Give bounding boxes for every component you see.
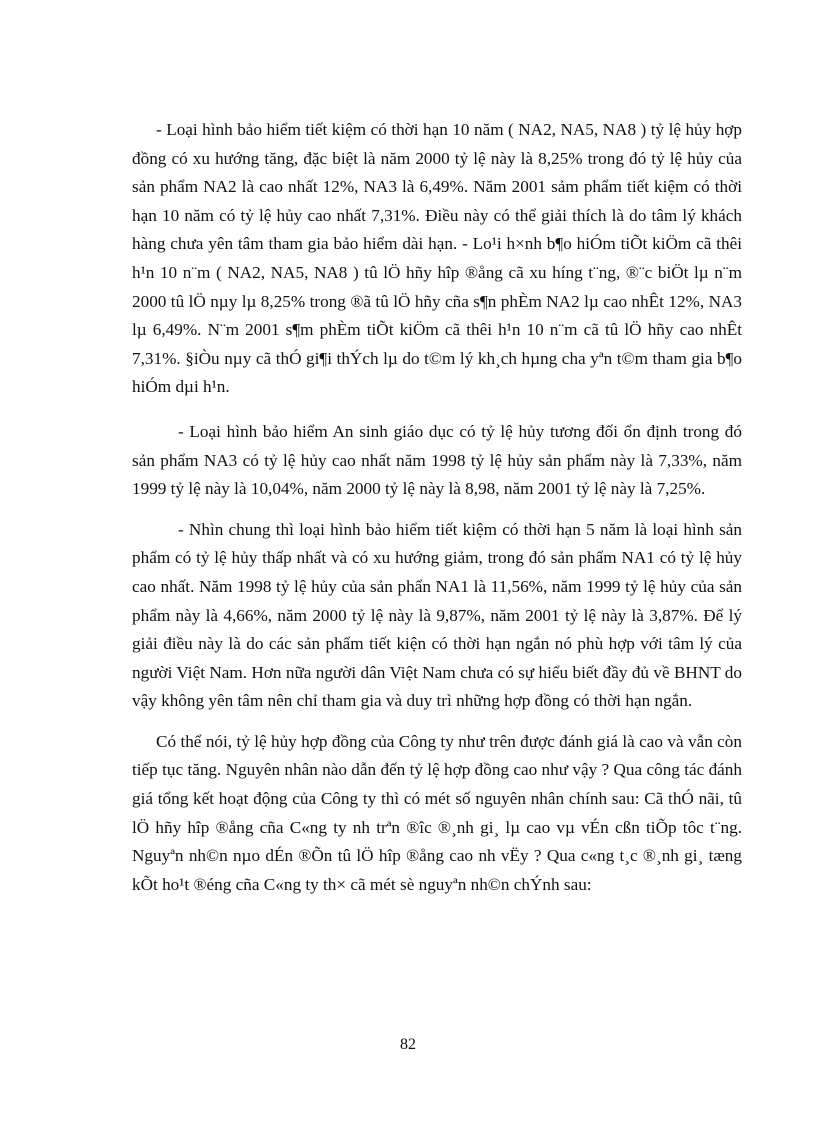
page-number: 82 bbox=[400, 1036, 416, 1053]
paragraph-savings-5-year: - Nhìn chung thì loại hình bảo hiểm tiết kiệm có thời hạn 5 năm là loại hình sản phẩm có tỷ lệ hủy thấp nhất và có xu hướng giảm, trong đó sản phẩm NA1 có tỷ lệ hủy cao nhất. Năm 1998 tỷ lệ hủy của sản phẩn NA1 là 11,56%, năm 1999 tỷ lệ hủy của sản phẩm này là 4,66%, năm 2000 tỷ lệ này là 9,87%, năm 2001 tỷ lệ này là 3,87%. Để lý giải điều này là do các sản phẩm tiết kiện có thời hạn ngắn nó phù hợp với tâm lý của người Việt Nam. Hơn nữa người dân Việt Nam chưa có sự hiểu biết đầy đủ về BHNT do vậy không yên tâm nên chỉ tham gia và duy trì những hợp đồng có thời hạn ngắn. bbox=[132, 519, 742, 711]
paragraph-cancellation-causes: Có thể nói, tỷ lệ hủy hợp đồng của Công ty như trên được đánh giá là cao và vẫn còn tiếp tục tăng. Nguyên nhân nào dẫn đến tỷ lệ hợp đồng cao như vậy ? Qua công tác đánh giá tổng kết hoạt động của Công ty thì có mét số nguyên nhân chính sau: Cã thÓ nãi, tû lÖ hñy hîp ®ång cña C«ng ty nh trªn ®îc ®¸nh gi¸ lµ cao vµ vÉn cßn tiÕp tôc t¨ng. Nguyªn nh©n nµo dÉn ®Õn tû lÖ hîp ®ång cao nh vËy ? Qua c«ng t¸c ®¸nh gi¸ tæng kÕt ho¹t ®éng cña C«ng ty th× cã mét sè nguyªn nh©n chÝnh sau: bbox=[132, 731, 742, 894]
paragraph-education-insurance: - Loại hình bảo hiểm An sinh giáo dục có tỷ lệ hủy tương đối ổn định trong đó sản phẩm NA3 có tỷ lệ hủy cao nhất năm 1998 tỷ lệ hủy sản phẩm này là 7,33%, năm 1999 tỷ lệ này là 10,04%, năm 2000 tỷ lệ này là 8,98, năm 2001 tỷ lệ này là 7,25%. bbox=[132, 421, 742, 499]
document-body bbox=[132, 116, 742, 911]
paragraph-savings-10-year: - Loại hình bảo hiểm tiết kiệm có thời hạn 10 năm ( NA2, NA5, NA8 ) tỷ lệ hủy hợp đồng có xu hướng tăng, đặc biệt là năm 2000 tỷ lệ này là 8,25% trong đó tỷ lệ hủy của sản phẩm NA2 là cao nhất 12%, NA3 là 6,49%. Năm 2001 sảm phẩm tiết kiệm có thời hạn 10 năm có tỷ lệ hủy cao nhất 7,31%. Điều này có thể giải thích là do tâm lý khách hàng chưa yên tâm tham gia bảo hiểm dài hạn. - Lo¹i h×nh b¶o hiÓm tiÕt kiÖm cã thêi h¹n 10 n¨m ( NA2, NA5, NA8 ) tû lÖ hñy hîp ®ång cã xu híng t¨ng, ®¨c biÖt lµ n¨m 2000 tû lÖ nµy lµ 8,25% trong ®ã tû lÖ hñy cña s¶n phÈm NA2 lµ cao nhÊt 12%, NA3 lµ 6,49%. N¨m 2001 s¶m phÈm tiÕt kiÖm cã thêi h¹n 10 n¨m cã tû lÖ hñy cao nhÊt 7,31%. §iÒu nµy cã thÓ gi¶i thÝch lµ do t©m lý kh¸ch hµng cha yªn t©m tham gia b¶o hiÓm dµi h¹n. bbox=[132, 120, 742, 397]
